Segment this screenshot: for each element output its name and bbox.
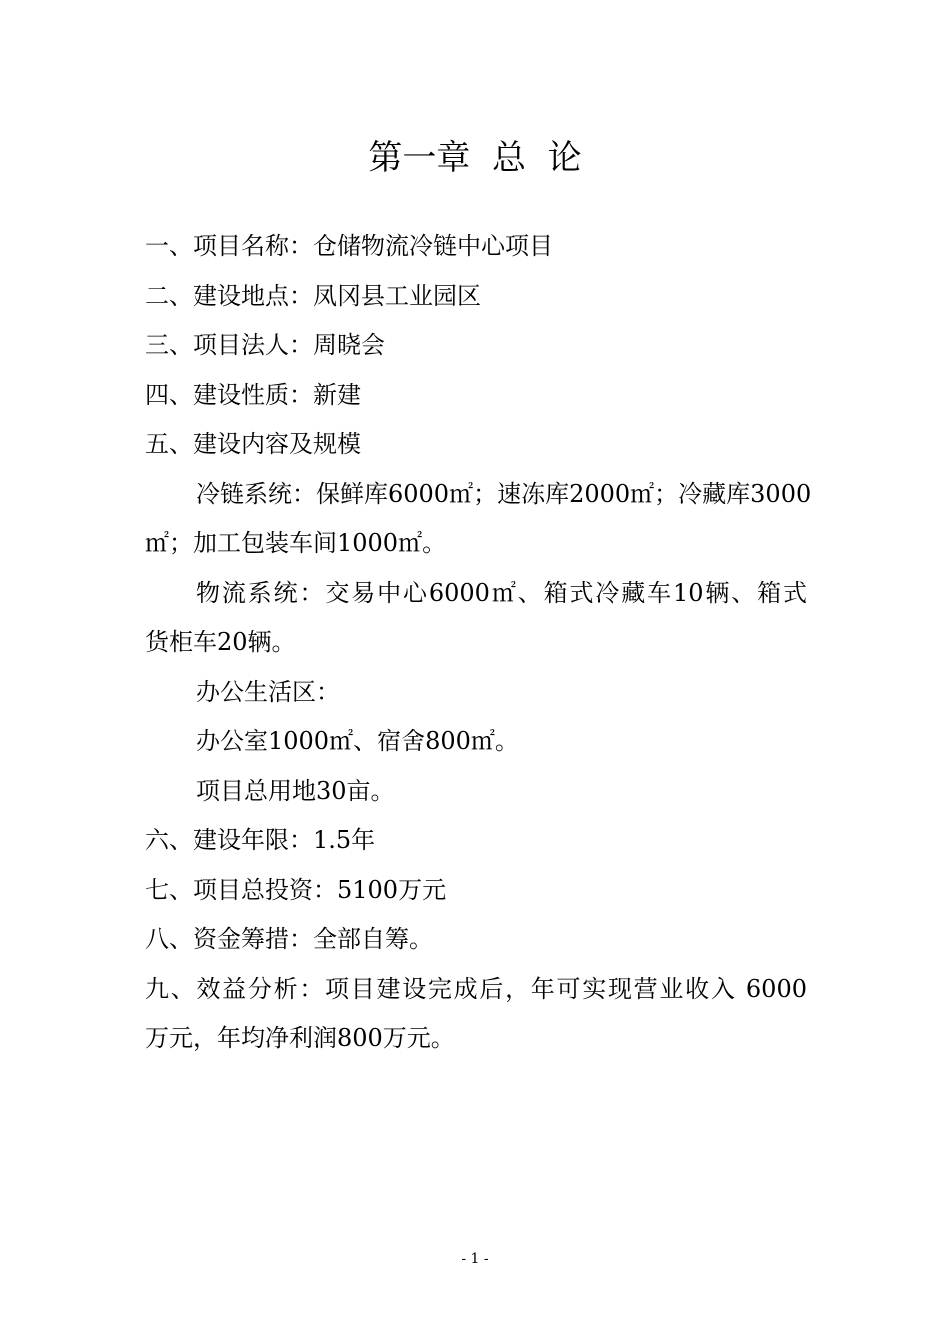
construction-period-line: 六、建设年限：1.5年 — [145, 826, 376, 854]
total-investment-line: 七、项目总投资：5100万元 — [145, 875, 447, 904]
construction-scope-heading: 五、建设内容及规模 — [145, 430, 361, 458]
chapter-title: 第一章 总 论 — [368, 138, 582, 178]
logistics-system-line: 物流系统：交易中心6000㎡、箱式冷藏车10辆、箱式 — [196, 578, 807, 607]
cold-chain-system-line: 冷链系统：保鲜库6000㎡；速冻库2000㎡；冷藏库3000 — [196, 479, 812, 508]
page-number: - 1 - — [461, 1251, 489, 1267]
benefit-analysis-line: 九、效益分析：项目建设完成后，年可实现营业收入 6000 — [145, 974, 807, 1003]
document-body — [145, 222, 812, 1064]
legal-person-line: 三、项目法人：周晓会 — [145, 331, 385, 359]
office-living-area-line: 办公生活区： — [196, 677, 340, 706]
project-name-line: 一、项目名称：仓储物流冷链中心项目 — [145, 232, 553, 260]
funding-line: 八、资金筹措：全部自筹。 — [145, 925, 433, 953]
cold-chain-system-continuation: ㎡；加工包装车间1000㎡。 — [145, 529, 447, 557]
benefit-analysis-continuation: 万元，年均净利润800万元。 — [145, 1024, 455, 1052]
construction-site-line: 二、建设地点：凤冈县工业园区 — [145, 281, 481, 310]
construction-nature-line: 四、建设性质：新建 — [145, 380, 361, 409]
logistics-system-continuation: 货柜车20辆。 — [145, 628, 296, 656]
office-dorm-line: 办公室1000㎡、宿舍800㎡。 — [196, 727, 519, 755]
total-land-line: 项目总用地30亩。 — [196, 776, 395, 805]
